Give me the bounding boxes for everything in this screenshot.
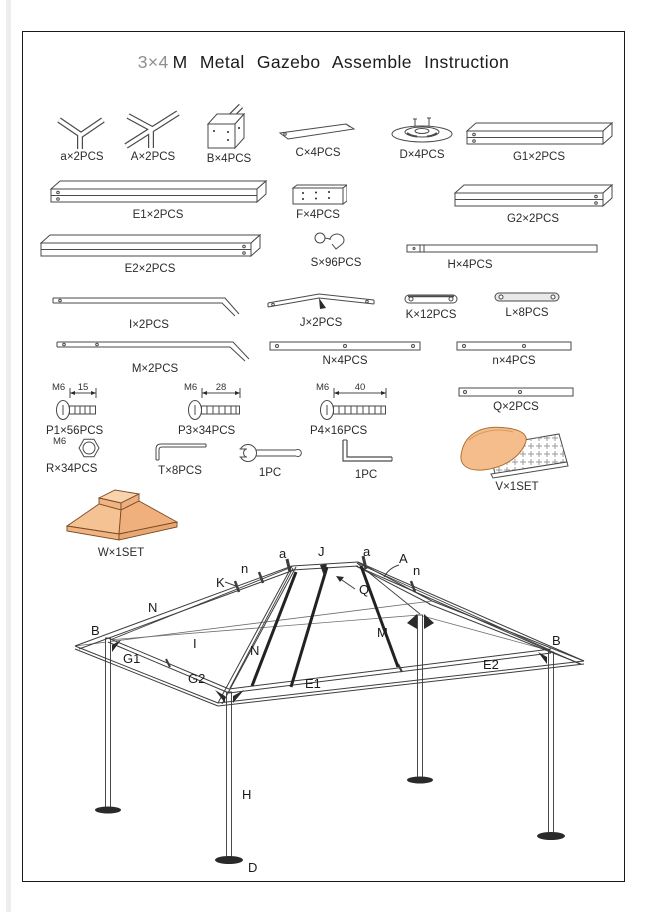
part-K-label: K×12PCS [405,309,457,321]
part-E1-icon [47,176,269,208]
part-D-icon [386,112,458,148]
part-H-icon [404,240,600,258]
part-K-icon [402,290,460,308]
part-P1-length: 15 [77,382,88,393]
part-R-label: R×34PCS [46,463,98,475]
part-I-label: I×2PCS [129,319,169,331]
part-A [114,104,192,163]
part-P1-icon [48,380,156,424]
part-T [140,436,220,477]
part-B [192,104,266,165]
tool-wrench-label: 1PC [258,467,282,479]
part-B-icon [198,104,260,152]
tool-allen-key [328,436,404,481]
diagram-label-B-right: B [552,633,561,648]
part-N [263,338,427,367]
part-P1-spec: M6 [51,382,65,393]
scan-edge [6,0,11,912]
diagram-label-G2: G2 [188,671,206,686]
part-M-label: M×2PCS [131,363,179,375]
part-V-label: V×1SET [495,481,539,493]
diagram-label-N-inner: N [250,643,260,658]
wrench-icon [234,440,306,466]
part-F [286,182,350,221]
diagram-label-G1: G1 [123,651,141,666]
part-T-label: T×8PCS [158,465,202,477]
part-E1-label: E1×2PCS [132,209,184,221]
part-W-icon [55,484,187,546]
part-L-label: L×8PCS [505,307,549,319]
part-V [452,418,582,493]
part-n-label: n×4PCS [492,355,536,367]
diagram-label-E1: E1 [305,676,321,691]
part-P4-icon [312,380,422,424]
part-T-icon [146,436,214,464]
part-Q-icon [456,384,576,400]
part-a-icon [50,110,114,150]
part-C-icon [275,116,361,146]
part-V-icon [455,418,579,480]
part-Q-label: Q×2PCS [493,401,539,413]
part-M-icon [53,334,257,362]
part-P4 [308,380,426,437]
part-L [488,288,566,319]
part-S-label: S×96PCS [310,257,362,269]
part-G1 [460,118,618,163]
part-E2-label: E2×2PCS [124,263,176,275]
title-dimensions: 3×4 [137,52,169,72]
part-E2-icon [37,230,263,262]
part-E1 [44,176,272,221]
diagram-label-K: K [216,575,225,590]
allen-key-icon [334,436,398,468]
part-P3-label: P3×34PCS [178,425,236,437]
part-P3-length: 28 [215,382,226,393]
diagram-label-a-left: a [279,546,287,561]
part-E2 [34,230,266,275]
part-G1-icon [463,118,615,150]
part-P4-length: 40 [354,382,366,393]
part-J-label: J×2PCS [299,317,343,329]
part-H [402,240,602,271]
part-P1-label: P1×56PCS [46,425,104,437]
diagram-label-a-right: a [363,544,371,559]
part-P3-icon [180,380,288,424]
part-G2-label: G2×2PCS [506,213,560,225]
part-P4-spec: M6 [316,382,330,393]
diagram-label-H: H [242,787,252,802]
diagram-label-E2: E2 [483,657,499,672]
part-J-icon [264,286,378,316]
part-F-icon [289,182,347,208]
part-P4-label: P4×16PCS [310,425,368,437]
part-a-label: a×2PCS [60,151,104,163]
part-R-icon [49,434,127,462]
part-J [260,286,382,329]
gazebo-assembly-diagram [55,538,595,888]
part-Q [452,384,580,413]
part-D-label: D×4PCS [399,149,445,161]
part-W-label: W×1SET [97,547,145,559]
part-M [46,334,264,375]
part-D [380,112,464,161]
diagram-label-J: J [318,544,325,559]
diagram-label-I: I [193,636,197,651]
tool-allen-key-label: 1PC [354,469,378,481]
tool-wrench [230,440,310,479]
diagram-label-n-left: n [241,561,249,576]
part-P1 [44,380,159,437]
part-N-label: N×4PCS [322,355,368,367]
part-I-icon [49,290,249,318]
part-R [44,434,132,475]
part-G2 [448,180,618,225]
part-P3 [176,380,291,437]
part-n [450,338,578,367]
diagram-label-D: D [248,860,258,875]
diagram-label-B-left: B [91,623,100,638]
diagram-label-n-right: n [413,563,421,578]
page-title [0,52,647,73]
part-n-icon [454,338,574,354]
part-K [396,290,466,321]
part-A-label: A×2PCS [130,151,176,163]
part-B-label: B×4PCS [206,153,252,165]
diagram-label-N-upper: N [148,600,158,615]
diagram-label-M: M [377,625,388,640]
part-L-icon [492,288,562,306]
part-S [302,228,370,269]
part-I [40,290,258,331]
part-H-label: H×4PCS [447,259,493,271]
diagram-label-A: A [399,551,408,566]
part-G2-icon [451,180,615,212]
part-S-icon [311,228,361,256]
part-R-spec: M6 [53,436,67,447]
diagram-label-Q: Q [359,582,370,597]
part-G1-label: G1×2PCS [512,151,566,163]
title-text: M Metal Gazebo Assemble Instruction [172,52,510,72]
part-A-icon [118,104,188,150]
part-C-label: C×4PCS [295,147,341,159]
part-P3-spec: M6 [183,382,197,393]
part-C [272,116,364,159]
part-N-icon [267,338,423,354]
part-a [46,110,118,163]
part-F-label: F×4PCS [296,209,340,221]
